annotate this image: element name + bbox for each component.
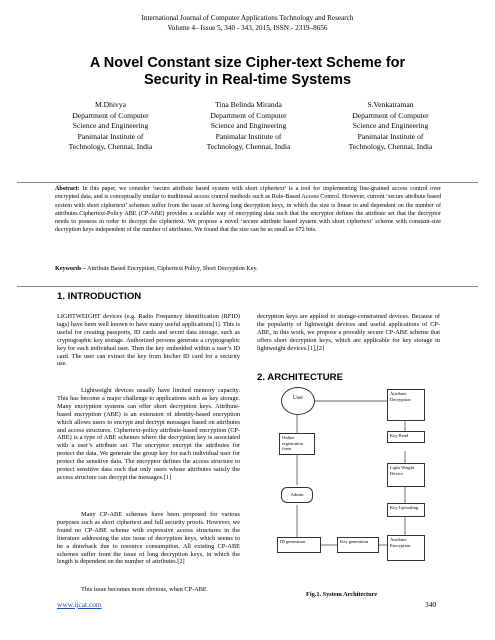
author-block-1 <box>38 100 183 153</box>
author-institute: Panimalar Institute of <box>77 131 144 141</box>
attribute-encryption-box: Attribute Encryption <box>387 535 425 561</box>
intro-paragraph-4: This issue becomes more obvious, when CP-ABE <box>81 586 207 593</box>
admin-node: Admin <box>281 487 313 503</box>
abstract-text: In this paper, we consider ‘secure attribute based system with short ciphertext’ is a tool for implementing fine-grained access control over encrypted data, and is conceptually similar to traditional access control methods such as Role-Based Access Control. However, current ‘secure attribute based system with short ciphertext’ schemes suffer from the issue of having long decryption keys, in which the size is linear to and dependent on the number of attributes.Ciphertext-Policy ABE (CP-ABE) provides a scalable way of encrypting data such that the encryptor defines the attribute set that the decryptor needs to possess in order to decrypt the ciphertext. We propose a novel ‘secure attribute based system with short ciphertext’ scheme with constant-size decryption keys independent of the number of attributes. We found that the size can be as small as 672 bits. <box>55 186 441 234</box>
author-dept: Department of Computer <box>72 110 149 120</box>
intro-paragraph-continued: decryption keys are applied to storage-constrained devices. Because of the popularity of lightweight devices and useful applications of CP-ABE, in this work, we propose a provably secure CP-ABE scheme that offers short decryption keys, which are applicable for key storage in lightweight devices.[1],[2] <box>257 313 440 352</box>
paper-title-line2: Security in Real-time Systems <box>143 72 352 88</box>
keywords <box>55 265 441 273</box>
keywords-text: Attribute Based Encryption, Ciphertext Policy, Short Decryption Key. <box>85 266 258 272</box>
journal-website-link[interactable]: www.ijcat.com <box>57 600 102 609</box>
author-name: Tina Belinda Miranda <box>215 100 282 109</box>
figure-caption: Fig.1. System Architecture <box>306 591 378 598</box>
intro-paragraph-3: Many CP-ABE schemes have been proposed for various purposes such as short ciphertext and full security proofs. However, we found no CP-ABE scheme with expressive access structures in the literature addressing the size issue of decryption keys, which seems to be a drawback due to resource consumption. All existing CP-ABE schemes suffer from the issue of long decryption keys, in which the length is dependent on the number of attributes.[2] <box>57 511 240 566</box>
user-node: User <box>281 387 315 415</box>
abstract-label: Abstract: <box>55 186 80 192</box>
journal-volume: Volume 4– Issue 5, 340 - 343, 2015, ISSN:- 2319–8656 <box>167 24 328 32</box>
author-institute: Technology, Chennai, India <box>68 142 153 152</box>
intro-paragraph-1: LIGHTWEIGHT devices (e.g. Radio Frequency Identification (RFID) tags) have been well known to have many useful applications[1]. This is useful for creating passports, ID cards and secret data storage, such as cryptographic key storage. Authorized persons generate a cryptographic key for each individual user. Then the key embedded within a user’s ID card. The user can extract the key from his/her ID card for a security use. <box>57 313 240 368</box>
journal-name: International Journal of Computer Applications Technology and Research <box>141 14 354 22</box>
author-block-2 <box>176 100 321 153</box>
author-block-3 <box>318 100 463 153</box>
author-name: M.Dhivya <box>94 100 126 109</box>
page-number: 340 <box>425 600 437 609</box>
section-heading-architecture: 2. ARCHITECTURE <box>257 372 343 383</box>
author-dept: Science and Engineering <box>72 121 149 131</box>
author-dept: Department of Computer <box>210 110 287 120</box>
author-institute: Technology, Chennai, India <box>206 142 291 152</box>
paper-title <box>40 55 455 89</box>
id-generation-box: ID generation <box>277 537 321 553</box>
journal-header <box>0 13 495 33</box>
key-uploading-box: Key Uploading <box>387 503 425 517</box>
key-read-box: Key Read <box>387 431 425 443</box>
author-institute: Panimalar Institute of <box>215 131 282 141</box>
author-dept: Science and Engineering <box>210 121 287 131</box>
abstract <box>55 185 441 235</box>
author-dept: Science and Engineering <box>352 121 429 131</box>
author-institute: Technology, Chennai, India <box>348 142 433 152</box>
keywords-label: Keywords – <box>55 266 86 272</box>
author-institute: Panimalar Institute of <box>357 131 424 141</box>
section-heading-introduction: 1. INTRODUCTION <box>57 291 142 302</box>
architecture-figure <box>275 385 445 585</box>
light-weight-device-box: Light Weight Device <box>387 463 425 487</box>
author-name: S.Venkatraman <box>367 100 414 109</box>
key-generation-box: Key generation <box>337 537 379 553</box>
online-registration-box: Online registration form <box>279 433 315 455</box>
intro-paragraph-2: Lightweight devices usually have limited memory capacity. This has become a major challenge to applications such as key storage. Many encryption systems can offer short decryption keys. Attribute-based encryption (ABE) is an extension of identity-based encryption which allows users to encrypt and decrypt messages based on attributes and access structures. Ciphertext-policy attribute-based encryption (CP-ABE) is a type of ABE schemes where the decryption key is associated with a user’s attribute set. The encryptor encrypt the attributes for protect the data. We generate the group key for each individual user for protect the sensitive data. The encryptor defines the access structure to protect sensitive data such that only users whose attributes satisfy the access structure can decrypt the messages.[1] <box>57 387 240 481</box>
author-dept: Department of Computer <box>352 110 429 120</box>
attribute-decryption-box: Attribute Decryption <box>387 389 425 421</box>
paper-title-line1: A Novel Constant size Cipher-text Scheme for <box>89 55 406 71</box>
